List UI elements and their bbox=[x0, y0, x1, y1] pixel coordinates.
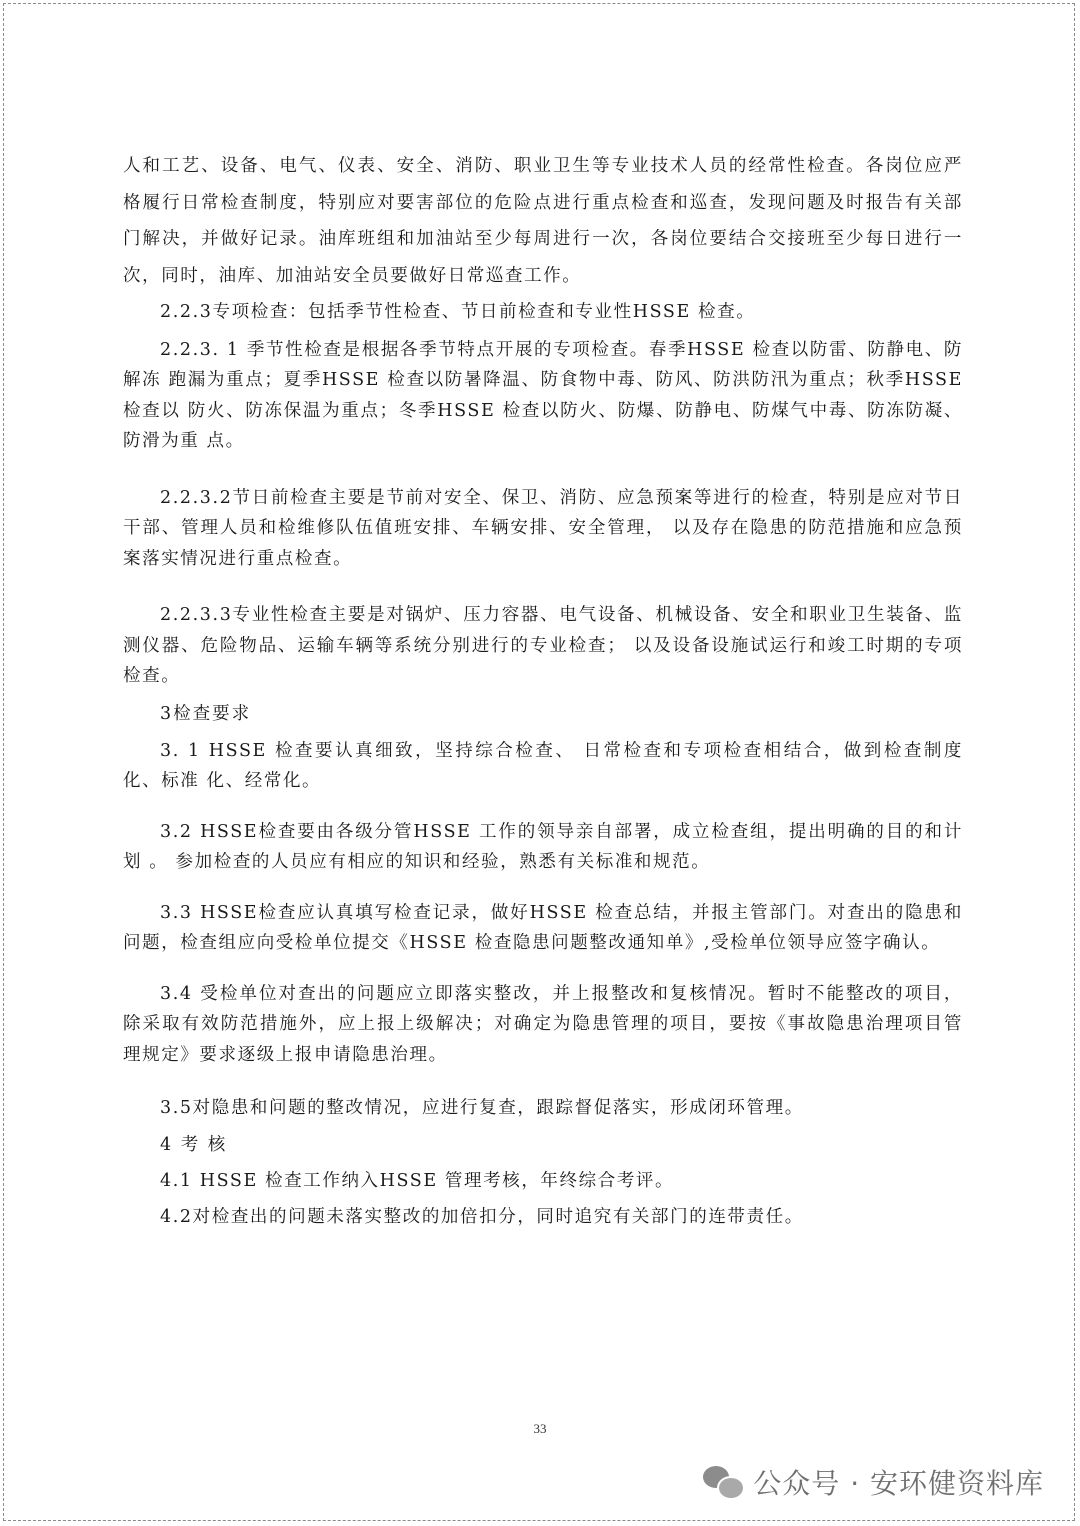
paragraph-2-2-3-3: 2.2.3.3专业性检查主要是对锅炉、压力容器、电气设备、机械设备、安全和职业卫生装备、监测仪器、危险物品、运输车辆等系统分别进行的专业检查； 以及设备设施试运行和竣工时期的专项检查。 bbox=[123, 605, 963, 686]
paragraph-2-2-3-2: 2.2.3.2节日前检查主要是节前对安全、保卫、消防、应急预案等进行的检查，特别是应对节日干部、管理人员和检维修队伍值班安排、车辆安排、安全管理， 以及存在隐患的防范措施和应急预案落实情况进行重点检查。 bbox=[123, 487, 963, 569]
paragraph-3-2: 3.2 HSSE检查要由各级分管HSSE 工作的领导亲自部署，成立检查组，提出明确的目的和计划 。 参加检查的人员应有相应的知识和经验，熟悉有关标准和规范。 bbox=[123, 821, 963, 872]
paragraph-3-1: 3. 1 HSSE 检查要认真细致，坚持综合检查、 日常检查和专项检查相结合，做到检查制度化、标准 化、经常化。 bbox=[123, 740, 963, 791]
paragraph-2-2-3-1: 2.2.3. 1 季节性检查是根据各季节特点开展的专项检查。春季HSSE 检查以防雷、防静电、防解冻 跑漏为重点；夏季HSSE 检查以防暑降温、防食物中毒、防风、防洪防汛为重点；秋季HSSE 检查以 防火、防冻保温为重点；冬季HSSE 检查以防火、防爆、防静电、防煤气中毒、防冻防凝、防滑为重 点。 bbox=[123, 339, 963, 451]
paragraph-3-5: 3.5对隐患和问题的整改情况，应进行复查，跟踪督促落实，形成闭环管理。 bbox=[160, 1098, 804, 1118]
document-body bbox=[123, 148, 963, 1236]
section-heading-4: 4 考 核 bbox=[160, 1134, 228, 1155]
paragraph-2-2-3: 2.2.3专项检查：包括季节性检查、节日前检查和专业性HSSE 检查。 bbox=[160, 302, 756, 322]
paragraph-4-2: 4.2对检查出的问题未落实整改的加倍扣分，同时追究有关部门的连带责任。 bbox=[160, 1207, 804, 1227]
section-heading-3: 3检查要求 bbox=[160, 703, 252, 724]
paragraph-4-1: 4.1 HSSE 检查工作纳入HSSE 管理考核，年终综合考评。 bbox=[160, 1170, 675, 1191]
paragraph-daily-check: 人和工艺、设备、电气、仪表、安全、消防、职业卫生等专业技术人员的经常性检查。各岗位应严格履行日常检查制度，特别应对要害部位的危险点进行重点检查和巡查，发现问题及时报告有关部门解决，并做好记录。油库班组和加油站至少每周进行一次，各岗位要结合交接班至少每日进行一次，同时，油库、加油站安全员要做好日常巡查工作。 bbox=[123, 156, 963, 286]
paragraph-3-4: 3.4 受检单位对查出的问题应立即落实整改，并上报整改和复核情况。暂时不能整改的项目，除采取有效防范措施外，应上报上级解决；对确定为隐患管理的项目，要按《事故隐患治理项目管理规定》要求逐级上报申请隐患治理。 bbox=[123, 983, 963, 1065]
wechat-icon bbox=[703, 1464, 743, 1500]
watermark-text: 公众号 · 安环健资料库 bbox=[753, 1467, 1044, 1500]
paragraph-3-3: 3.3 HSSE检查应认真填写检查记录，做好HSSE 检查总结，并报主管部门。对查出的隐患和问题，检查组应向受检单位提交《HSSE 检查隐患问题整改通知单》,受检单位领导应签字确认。 bbox=[123, 902, 963, 953]
page-number: 33 bbox=[533, 1421, 547, 1436]
watermark bbox=[703, 1462, 1044, 1502]
